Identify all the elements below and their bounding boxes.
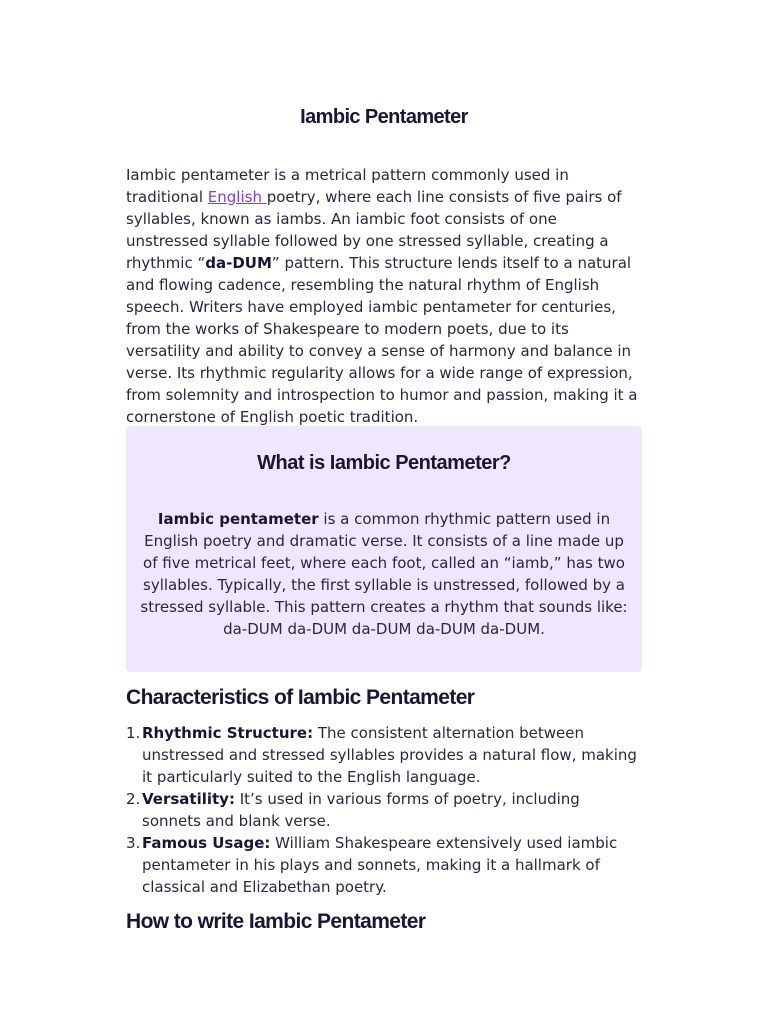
english-link[interactable]: English [207,188,267,206]
list-item-number: 2. [126,790,141,808]
list-item-label: Versatility: [142,790,235,808]
page-title: Iambic Pentameter [300,106,468,128]
intro-text-1: Iambic pentameter is a metrical pattern commonly used in traditional [126,166,569,206]
intro-text-2: poetry, where each line consists of five pairs of syllables, known as iambs. An iambic foot consists of one unstressed syllable followed by one stressed syllable, creating a rhythmic “ [126,188,622,272]
how-to-write-heading: How to write Iambic Pentameter [126,910,426,933]
list-item-text: William Shakespeare extensively used iambic pentameter in his plays and sonnets, making it a hallmark of classical and Elizabethan poetry. [142,834,618,896]
list-item-number: 3. [126,834,141,852]
list-item-label: Rhythmic Structure: [142,724,314,742]
list-item-text: The consistent alternation between unstressed and stressed syllables provides a natural flow, making it particularly suited to the English language. [142,724,637,786]
callout-body [138,508,630,640]
list-item [126,722,642,788]
list-item [126,788,642,832]
intro-paragraph [126,164,642,428]
intro-bold-da-dum: da-DUM [205,254,272,272]
list-item-number: 1. [126,724,141,742]
list-item-label: Famous Usage: [142,834,271,852]
callout-bold-term: Iambic pentameter [157,510,319,528]
definition-callout [126,426,642,672]
callout-text: is a common rhythmic pattern used in English poetry and dramatic verse. It consists of a line made up of five metrical feet, where each foot, called an “iamb,” has two syllables. Typically, the first syllable is unstressed, followed by a stressed syllable. This pattern creates a rhythm that sounds like: da-DUM da-DUM da-DUM da-DUM da-DUM. [140,510,628,638]
characteristics-list [126,722,642,898]
list-item [126,832,642,898]
list-item-text: It’s used in various forms of poetry, including sonnets and blank verse. [142,790,580,830]
intro-text-3: ” pattern. This structure lends itself to a natural and flowing cadence, resembling the natural rhythm of English speech. Writers have employed iambic pentameter for centuries, from the works of Shakespeare to modern poets, due to its versatility and ability to convey a sense of harmony and balance in verse. Its rhythmic regularity allows for a wide range of expression, from solemnity and introspection to humor and passion, making it a cornerstone of English poetic tradition. [126,254,638,426]
callout-title: What is Iambic Pentameter? [257,452,511,474]
characteristics-heading: Characteristics of Iambic Pentameter [126,686,475,709]
